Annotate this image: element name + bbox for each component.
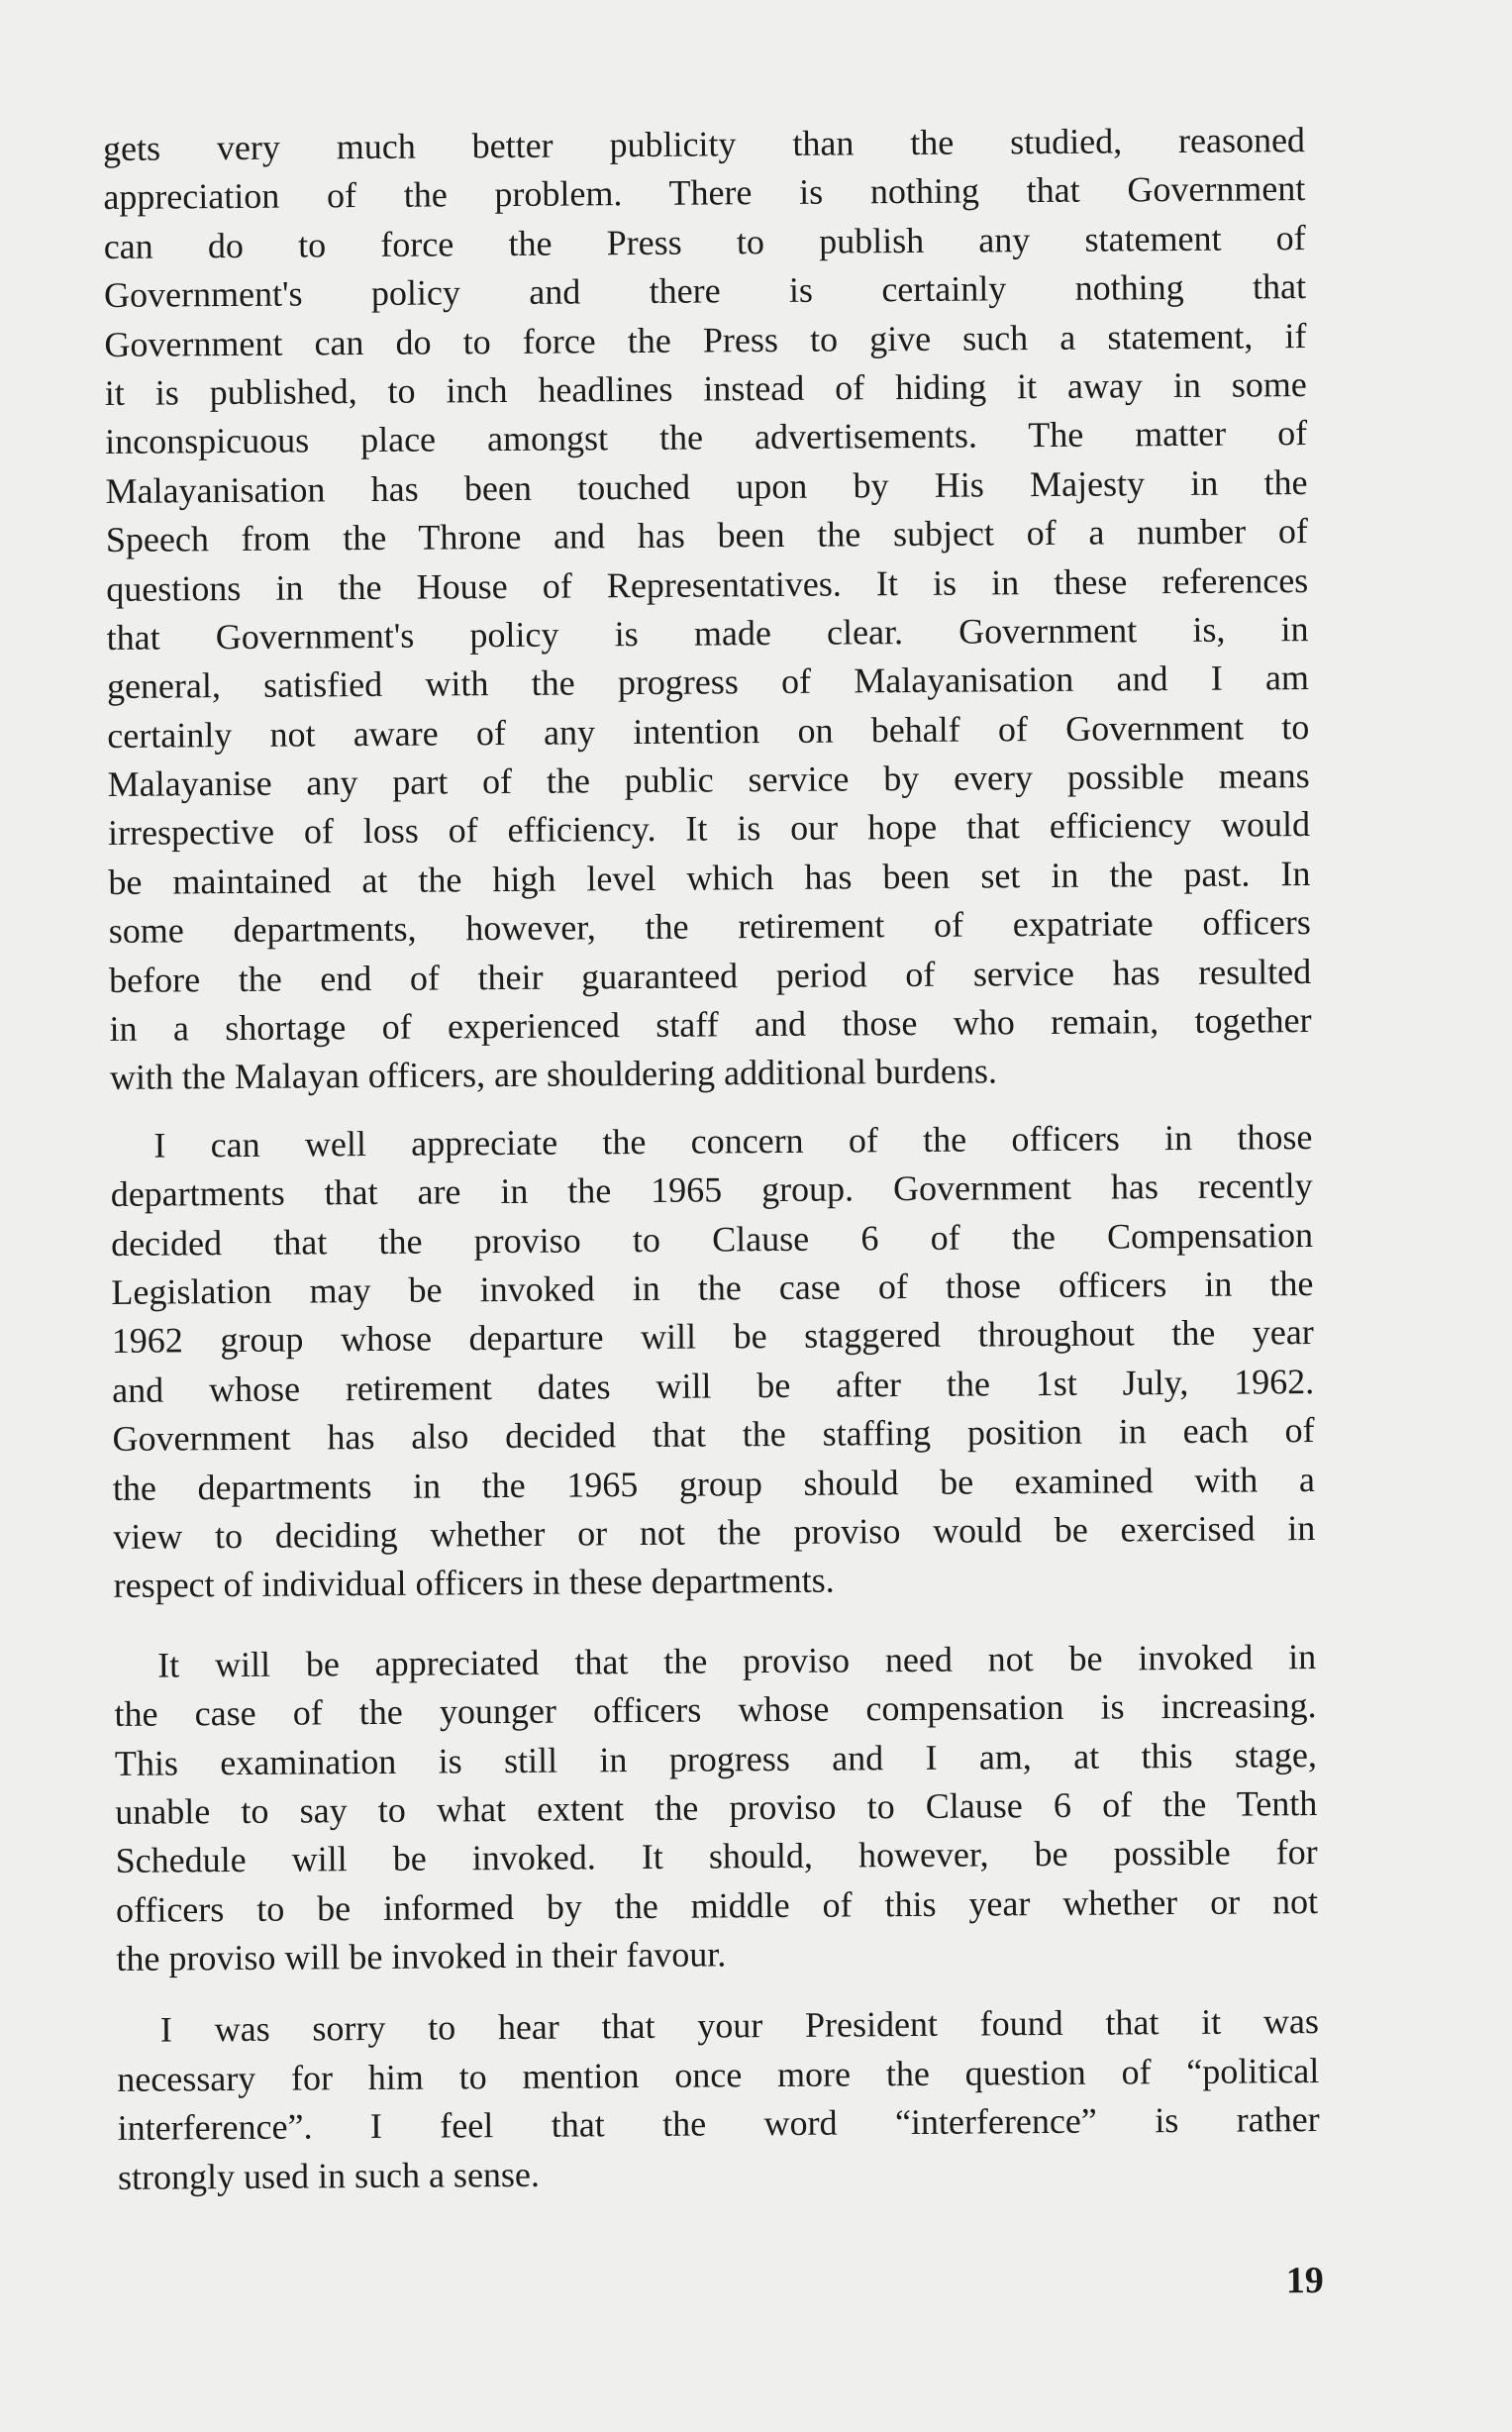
text-line: the case of the younger officers whose compensation is increasing. (114, 1685, 1317, 1735)
text-line: Government has also decided that the staffing position in each of (112, 1410, 1315, 1460)
text-line: inconspicuous place amongst the advertisements. The matter of (105, 413, 1308, 462)
text-line: irrespective of loss of efficiency. It is our hope that efficiency would (107, 804, 1311, 854)
text-line: 1962 group whose departure will be staggered throughout the year (111, 1312, 1314, 1362)
text-line: can do to force the Press to publish any statement of (103, 217, 1306, 266)
text-line: officers to be informed by the middle of this year whether or not (115, 1880, 1319, 1930)
text-line: some departments, however, the retirement of expatriate officers (108, 902, 1311, 952)
text-line: be maintained at the high level which has been set in the past. In (108, 853, 1311, 902)
text-line: gets very much better publicity than the studied, reasoned (102, 120, 1306, 168)
text-line: that Government's policy is made clear. Government is, in (106, 608, 1309, 658)
paragraph (117, 1997, 1320, 2201)
text-line: questions in the House of Representatives. It is in these references (106, 559, 1309, 609)
text-line: the proviso will be invoked in their favour. (116, 1934, 727, 1978)
text-line: general, satisfied with the progress of Malayanisation and I am (106, 658, 1310, 707)
text-line: necessary for him to mention once more the question of “political (117, 2050, 1320, 2099)
text-line: This examination is still in progress and I am, at this stage, (114, 1734, 1318, 1783)
text-line: with the Malayan officers, are shouldering additional burdens. (109, 1051, 998, 1098)
paragraph (110, 1113, 1316, 1611)
text-line: respect of individual officers in these departments. (113, 1560, 835, 1606)
text-line: in a shortage of experienced staff and those who remain, together (109, 1000, 1312, 1049)
text-line: and whose retirement dates will be after the 1st July, 1962. (112, 1361, 1315, 1410)
paragraph (103, 116, 1312, 1103)
text-line: Schedule will be invoked. It should, however, be possible for (115, 1832, 1318, 1881)
text-line: the departments in the 1965 group should be examined with a (112, 1459, 1316, 1508)
text-line: before the end of their guaranteed period of service has resulted (109, 951, 1312, 1000)
text-line: I was sorry to hear that your President found that it was (159, 2001, 1320, 2051)
text-line: Government's policy and there is certainly nothing that (103, 266, 1307, 316)
text-line: Government can do to force the Press to give such a statement, if (104, 315, 1307, 364)
text-line: strongly used in such a sense. (117, 2154, 541, 2197)
text-line: It will be appreciated that the proviso need not be invoked in (157, 1636, 1317, 1685)
text-line: interference”. I feel that the word “interference” is rather (117, 2099, 1320, 2149)
text-line: departments that are in the 1965 group. Government has recently (110, 1165, 1313, 1215)
text-line: Legislation may be invoked in the case of those officers in the (111, 1264, 1314, 1312)
text-line: decided that the proviso to Clause 6 of the Compensation (110, 1214, 1314, 1264)
text-line: Malayanise any part of the public service by every possible means (107, 756, 1310, 805)
body-text (103, 116, 1320, 2202)
text-line: I can well appreciate the concern of the officers in those (153, 1116, 1313, 1165)
text-line: view to deciding whether or not the proviso would be exercised in (113, 1507, 1316, 1557)
text-line: it is published, to inch headlines instead of hiding it away in some (104, 364, 1307, 413)
text-line: Speech from the Throne and has been the subject of a number of (105, 511, 1309, 560)
page-number: 19 (1285, 2259, 1324, 2302)
paragraph (114, 1633, 1319, 1984)
text-line: unable to say to what extent the proviso to Clause 6 of the Tenth (115, 1782, 1318, 1832)
text-line: appreciation of the problem. There is nothing that Government (103, 168, 1306, 218)
text-line: Malayanisation has been touched upon by His Majesty in the (105, 461, 1308, 511)
text-line: certainly not aware of any intention on behalf of Government to (107, 706, 1310, 756)
